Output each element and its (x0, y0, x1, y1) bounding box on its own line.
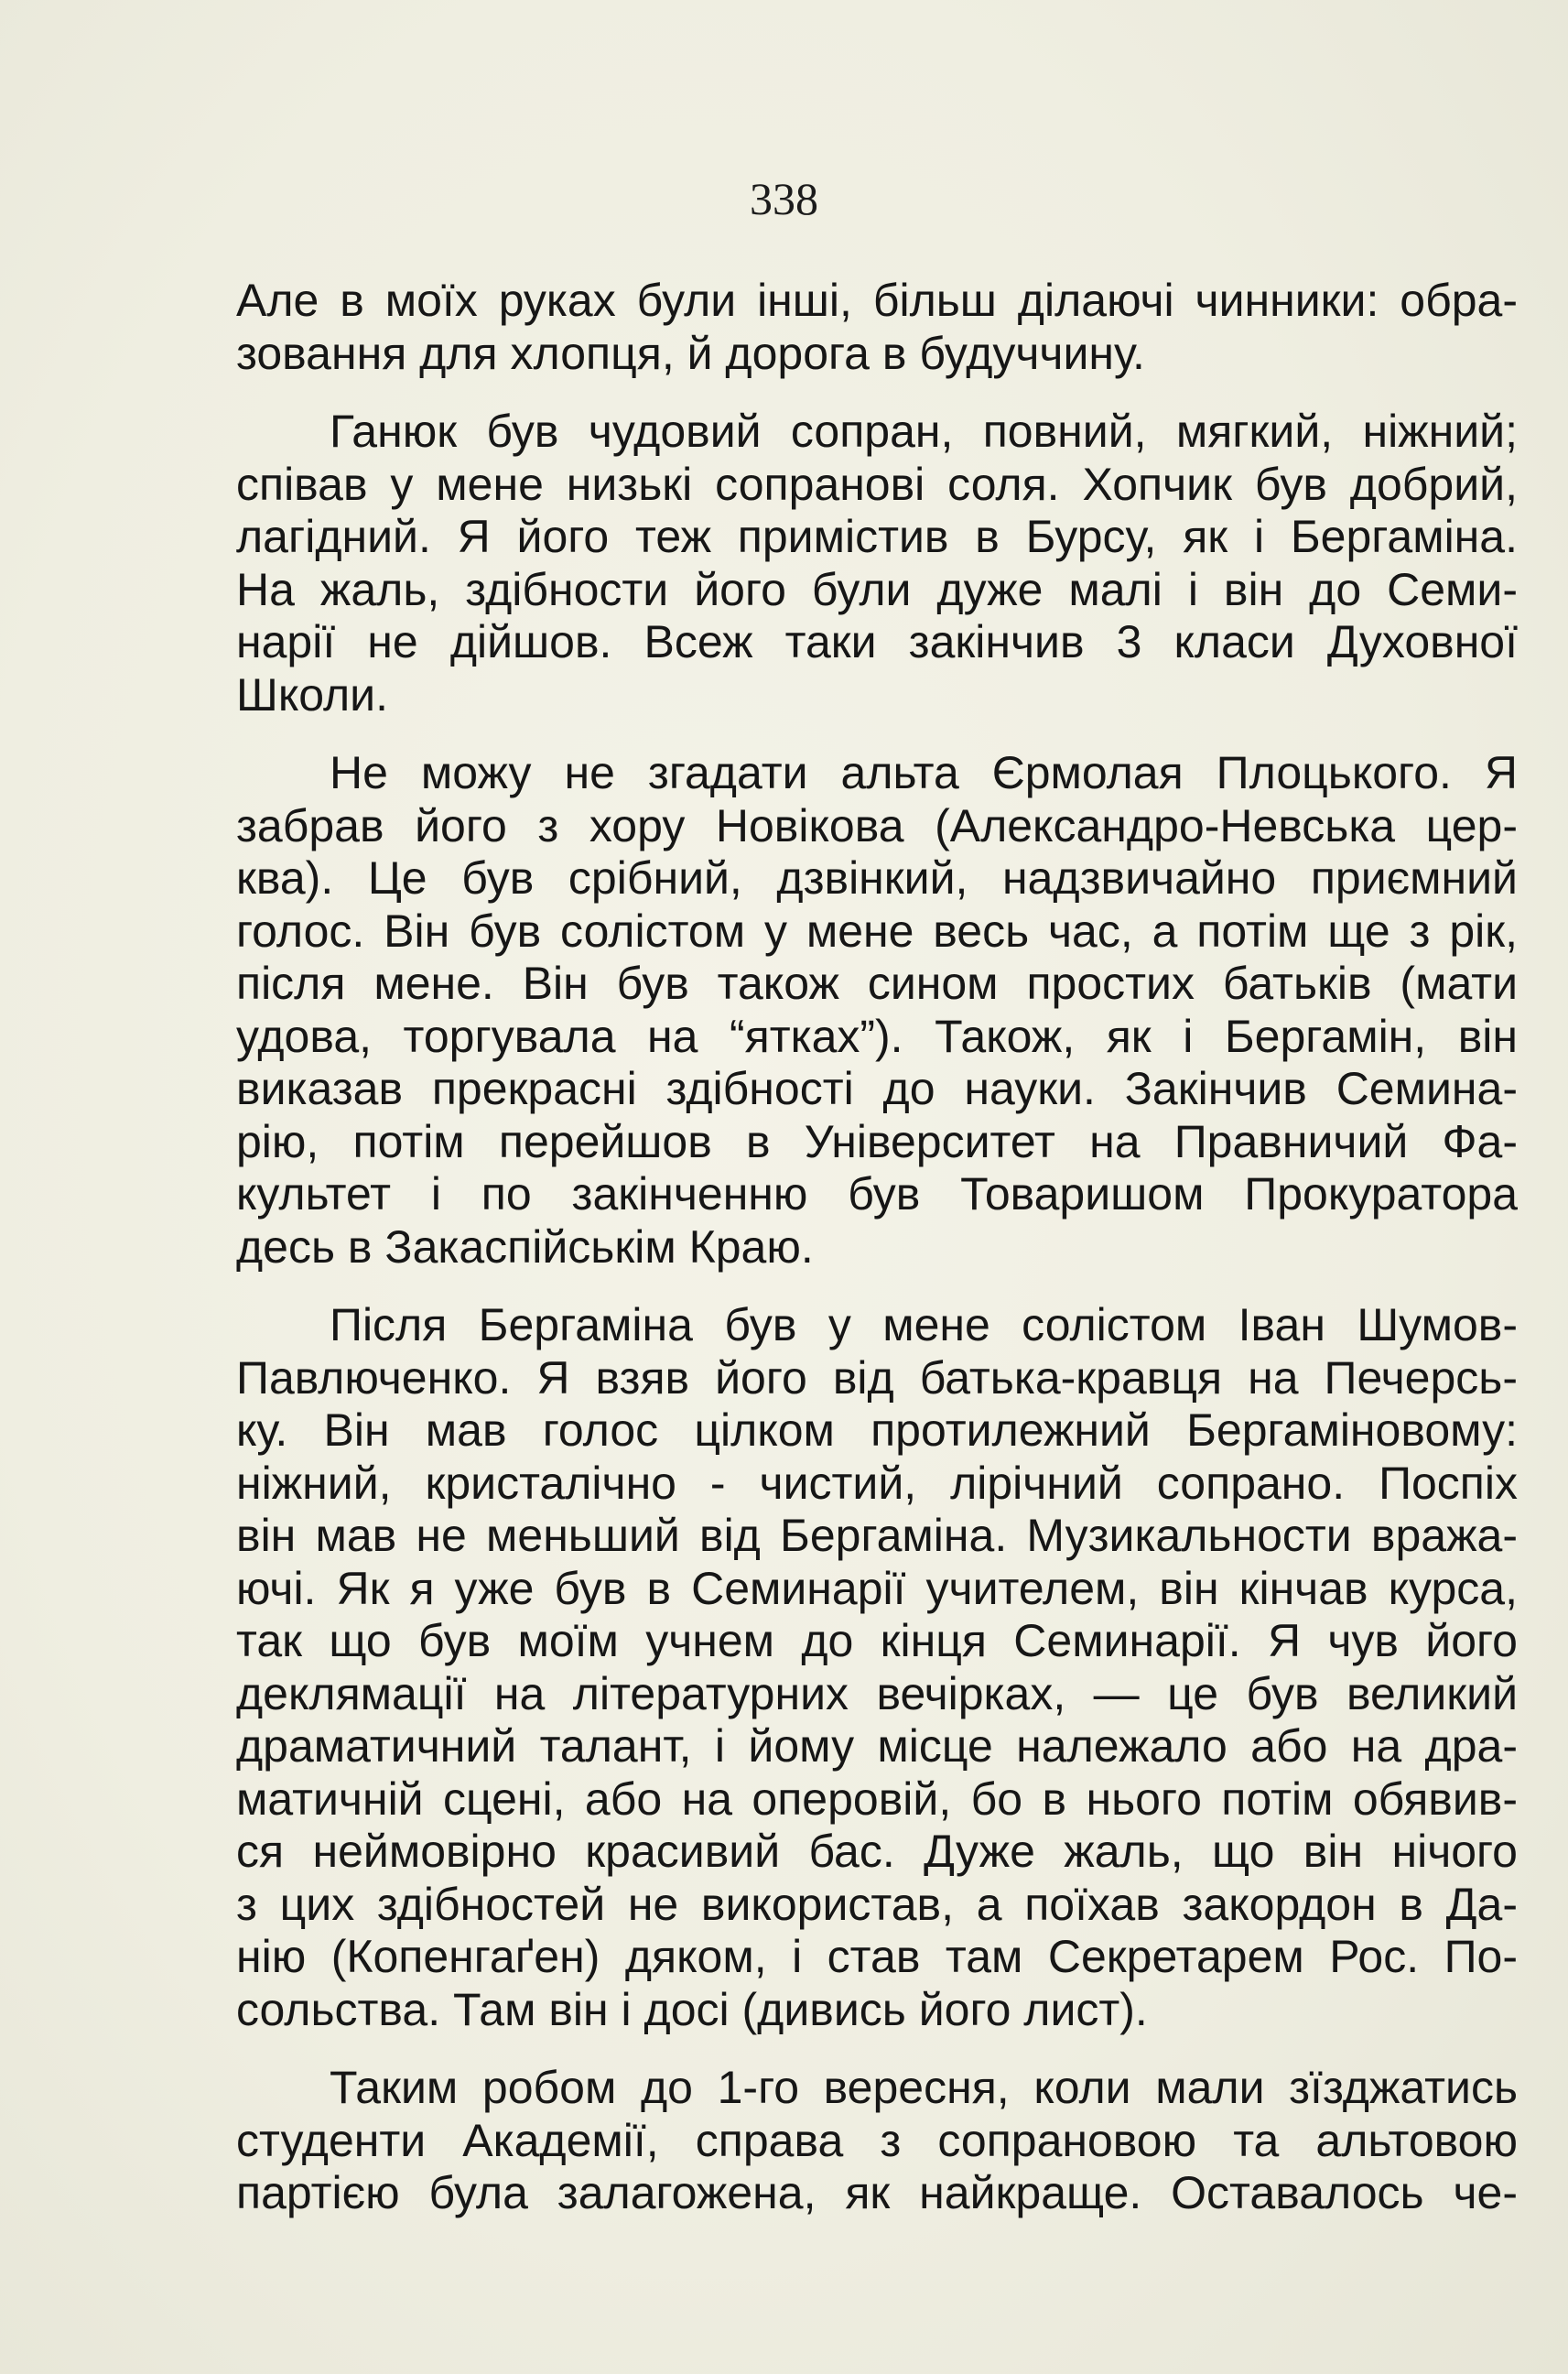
paragraph (236, 1299, 1518, 2036)
text-line: з цих здібностей не використав, а поїхав закордон в Да- (236, 1878, 1518, 1930)
text-line: виказав прекрасні здібності до науки. Закінчив Семина- (236, 1063, 1518, 1114)
text-line: ючі. Як я уже був в Семинарії учителем, він кінчав курса, (236, 1562, 1518, 1614)
text-line: нію (Копенгаґен) дяком, і став там Секретарем Рос. По- (236, 1931, 1518, 1982)
text-line: деклямації на літературних вечірках, — це був великий (236, 1667, 1518, 1719)
text-line: ку. Він мав голос цілком протилежний Бергаміновому: (236, 1404, 1518, 1456)
text-line: студенти Академії, справа з сопрановою та альтовою (236, 2114, 1518, 2166)
page-text (236, 275, 1518, 2246)
page-number: 338 (750, 173, 818, 224)
text-line: Але в моїх руках були інші, більш ділаючі чинники: обра- (236, 275, 1518, 326)
text-line: ся неймовірно красивий бас. Дуже жаль, що він нічого (236, 1826, 1518, 1877)
paragraph (236, 747, 1518, 1274)
text-line: сольства. Там він і досі (дивись його лист). (236, 1983, 1148, 2035)
text-line: так що був моїм учнем до кінця Семинарії. Я чув його (236, 1615, 1518, 1666)
text-line: лагідний. Я його теж примістив в Бурсу, як і Бергаміна. (236, 511, 1518, 562)
text-line: Не можу не згадати альта Єрмолая Плоцького. Я (330, 747, 1518, 798)
text-line: співав у мене низькі сопранові соля. Хопчик був добрий, (236, 458, 1518, 510)
text-line: Ганюк був чудовий сопран, повний, мягкий, ніжний; (330, 406, 1518, 457)
text-line: партією була залагожена, як найкраще. Оставалось че- (236, 2167, 1518, 2218)
text-line: матичній сцені, або на оперовій, бо в нього потім обявив- (236, 1772, 1518, 1825)
text-line: Таким робом до 1-го вересня, коли мали зїзджатись (330, 2062, 1518, 2113)
text-line: Школи. (236, 668, 388, 721)
paragraph (236, 2062, 1518, 2220)
text-line: драматичний талант, і йому місце належало або на дра- (236, 1720, 1518, 1772)
text-line: нарії не дійшов. Всеж таки закінчив 3 класи Духовної (236, 616, 1518, 667)
text-line: десь в Закаспійськім Краю. (236, 1220, 814, 1273)
text-line: забрав його з хору Новікова (Александро-Невська цер- (236, 799, 1518, 851)
text-line: ква). Це був срібний, дзвінкий, надзвичайно приємний (236, 852, 1518, 904)
text-line: Павлюченко. Я взяв його від батька-кравця на Печерсь- (236, 1351, 1518, 1404)
text-line: ніжний, кристалічно - чистий, лірічний сопрано. Поспіх (236, 1457, 1518, 1509)
text-line: голос. Він був солістом у мене весь час, а потім ще з рік, (236, 905, 1518, 957)
text-line: рію, потім перейшов в Університет на Правничий Фа- (236, 1115, 1518, 1167)
text-line: після мене. Він був також сином простих батьків (мати (236, 958, 1518, 1009)
paragraph (236, 406, 1518, 721)
text-line: удова, торгувала на “ятках”). Також, як і Бергамін, він (236, 1010, 1518, 1062)
text-line: зовання для хлопця, й дорога в будуччину. (236, 327, 1145, 379)
text-line: На жаль, здібности його були дуже малі і він до Семи- (236, 563, 1518, 615)
text-line: він мав не меньший від Бергаміна. Музикальности вража- (236, 1510, 1518, 1561)
text-line: Після Бергаміна був у мене солістом Іван Шумов- (330, 1299, 1518, 1350)
text-line: культет і по закінченню був Товаришом Прокуратора (236, 1168, 1518, 1220)
paragraph (236, 275, 1518, 380)
